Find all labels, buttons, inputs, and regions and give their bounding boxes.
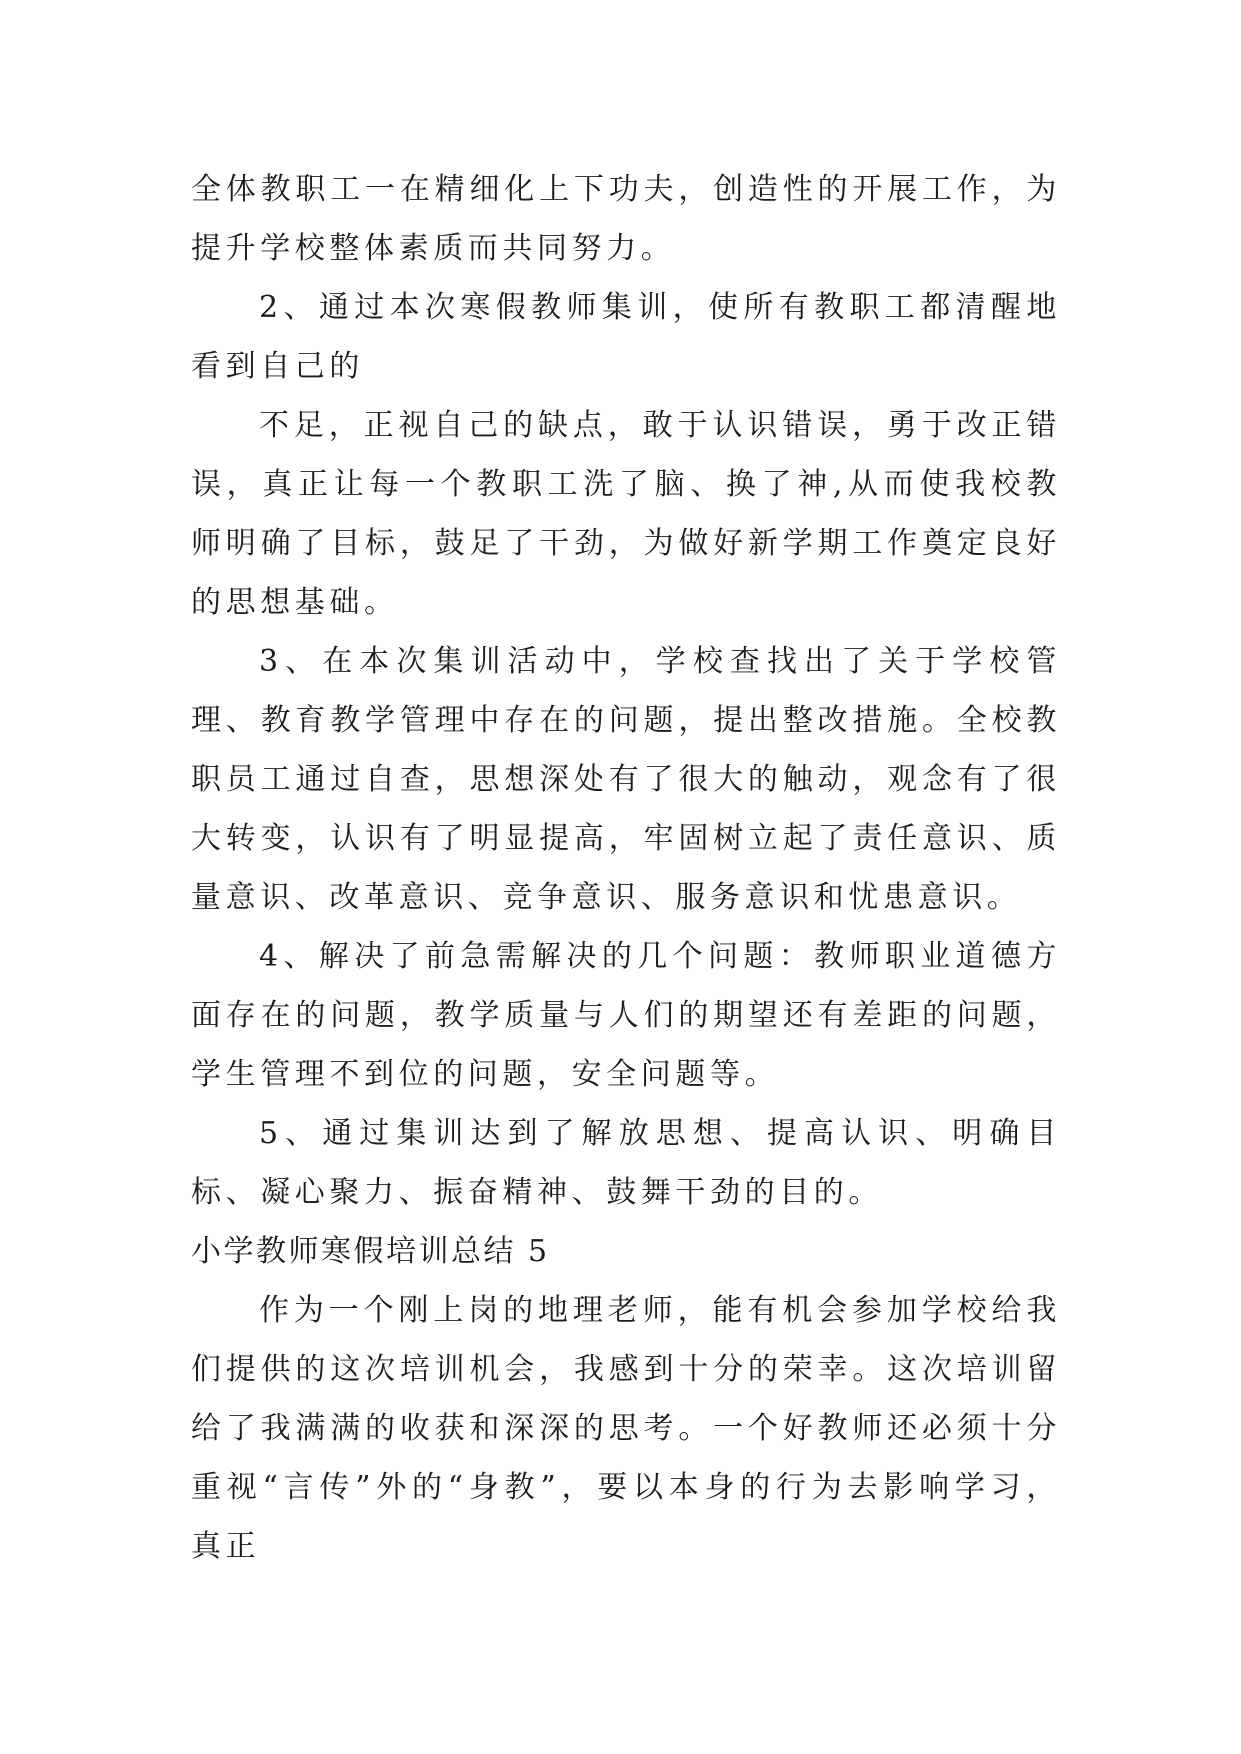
paragraph-continuation: 全体教职工一在精细化上下功夫，创造性的开展工作，为提升学校整体素质而共同努力。 — [191, 172, 1061, 266]
paragraph-item-4: 4、解决了前急需解决的几个问题：教师职业道德方面存在的问题，教学质量与人们的期望还有差距的问题，学生管理不到位的问题，安全问题等。 — [191, 939, 1061, 1092]
paragraph-item-2-continued: 不足，正视自己的缺点，敢于认识错误，勇于改正错误，真正让每一个教职工洗了脑、换了神,从而使我校教师明确了目标，鼓足了干劲，为做好新学期工作奠定良好的思想基础。 — [191, 408, 1061, 620]
section-paragraph: 作为一个刚上岗的地理老师，能有机会参加学校给我们提供的这次培训机会，我感到十分的荣幸。这次培训留给了我满满的收获和深深的思考。一个好教师还必须十分重视“言传”外的“身教”，要以本身的行为去影响学习，真正 — [191, 1293, 1061, 1564]
document-body — [191, 160, 1061, 1576]
paragraph-item-5: 5、通过集训达到了解放思想、提高认识、明确目标、凝心聚力、振奋精神、鼓舞干劲的目的。 — [191, 1116, 1061, 1210]
paragraph-item-2: 2、通过本次寒假教师集训，使所有教职工都清醒地看到自己的 — [191, 290, 1061, 384]
paragraph-item-3: 3、在本次集训活动中，学校查找出了关于学校管理、教育教学管理中存在的问题，提出整改措施。全校教职员工通过自查，思想深处有了很大的触动，观念有了很大转变，认识有了明显提高，牢固树立起了责任意识、质量意识、改革意识、竞争意识、服务意识和忧患意识。 — [191, 644, 1061, 915]
section-heading: 小学教师寒假培训总结 5 — [191, 1234, 550, 1269]
